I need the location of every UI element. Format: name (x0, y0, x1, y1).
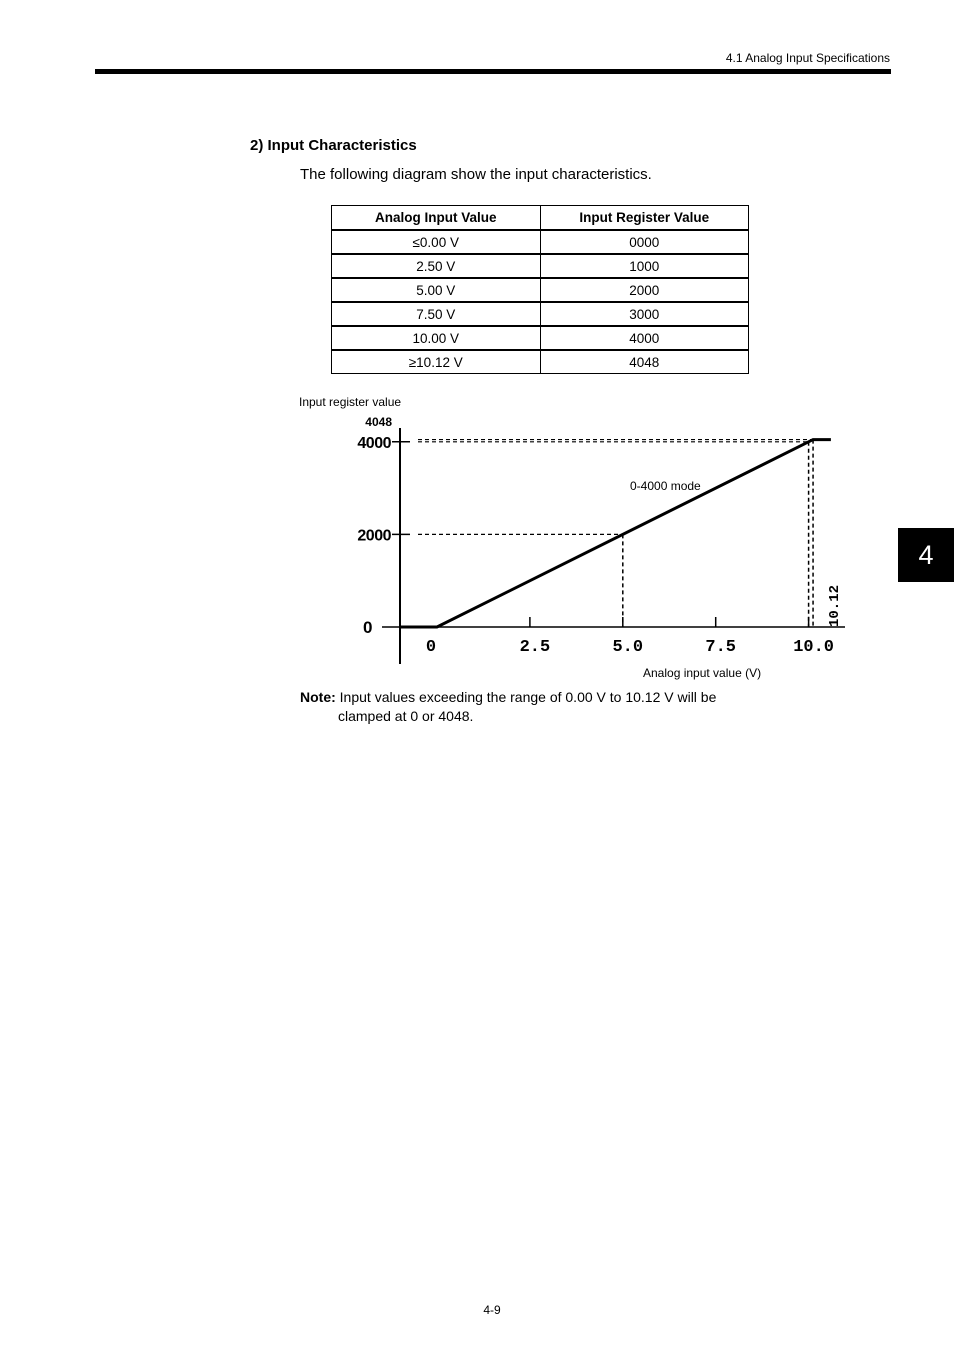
x-tick-label: 10.0 (793, 638, 835, 657)
x-tick-label: 5.0 (612, 638, 644, 657)
table-cell: 2.50 V (332, 254, 541, 278)
intro-text: The following diagram show the input characteristics. (300, 166, 652, 183)
x-extra-label: 10.12 (827, 584, 843, 628)
y-tick-label: 0 (363, 618, 372, 637)
note-label: Note: (300, 689, 336, 705)
x-axis-title: Analog input value (V) (643, 666, 762, 680)
y-tick-label: 4000 (357, 434, 391, 452)
series-line (400, 440, 831, 627)
table-cell: 10.00 V (332, 326, 541, 350)
note-text-continued: clamped at 0 or 4048. (338, 708, 474, 724)
series-annotation: 0-4000 mode (630, 479, 701, 493)
table-header: Input Register Value (540, 206, 749, 231)
table-cell: 5.00 V (332, 278, 541, 302)
table-header: Analog Input Value (332, 206, 541, 231)
section-title: 2) Input Characteristics (250, 137, 417, 154)
x-tick-label: 2.5 (519, 638, 551, 657)
table-cell: 3000 (540, 302, 749, 326)
chapter-tab: 4 (898, 528, 954, 582)
x-tick-label: 7.5 (705, 638, 737, 657)
y-extra-label: 4048 (365, 415, 392, 429)
note-text: Input values exceeding the range of 0.00 V to 10.12 V will be (339, 689, 717, 705)
y-axis-title: Input register value (299, 395, 402, 409)
note (300, 688, 760, 726)
running-header: 4.1 Analog Input Specifications (725, 51, 890, 65)
table-cell: 2000 (540, 278, 749, 302)
table-cell: ≥10.12 V (332, 350, 541, 374)
table-cell: ≤0.00 V (332, 230, 541, 254)
table-cell: 7.50 V (332, 302, 541, 326)
table-cell: 0000 (540, 230, 749, 254)
table-cell: 4048 (540, 350, 749, 374)
x-tick-label: 0 (425, 638, 437, 657)
page-number: 4-9 (483, 1303, 501, 1317)
table-cell: 1000 (540, 254, 749, 278)
y-tick-label: 2000 (357, 527, 391, 545)
table-cell: 4000 (540, 326, 749, 350)
